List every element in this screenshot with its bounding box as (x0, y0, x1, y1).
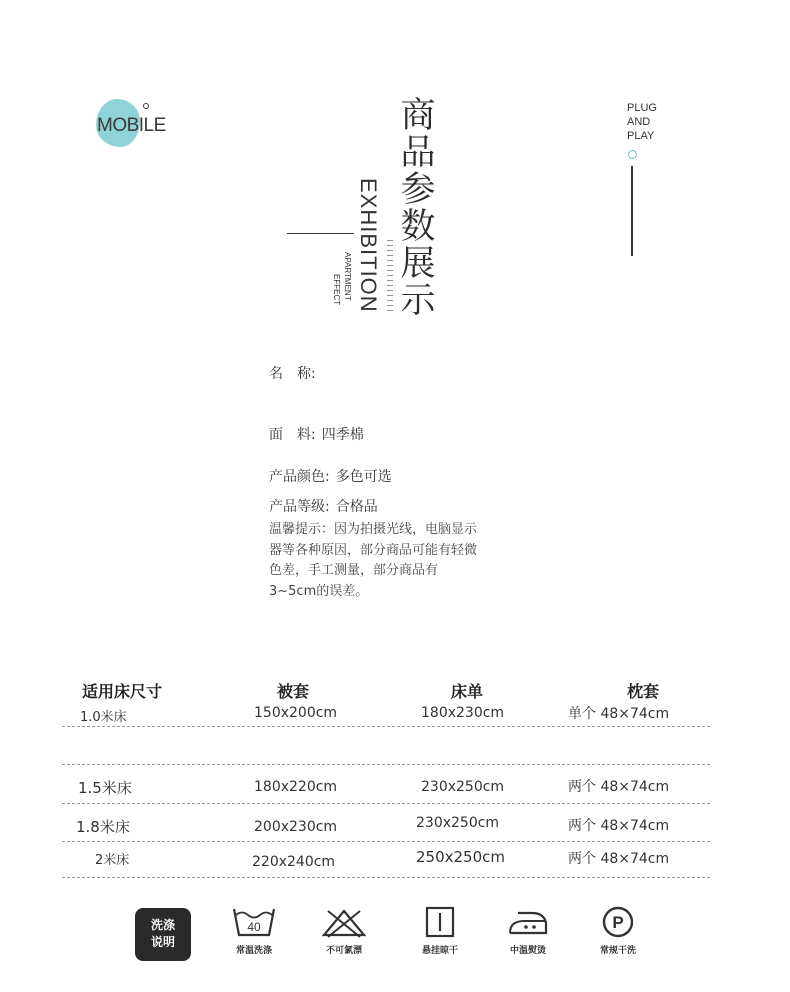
info-row-grade (269, 496, 378, 516)
brand-logo (96, 97, 186, 157)
wash-label-line: 洗涤 (150, 918, 175, 932)
ring-icon (628, 150, 637, 159)
wash-40-icon (230, 905, 278, 939)
table-cell: 1.5米床 (78, 779, 132, 797)
apartment-text: APARTMENT (343, 252, 352, 301)
row-divider (62, 877, 710, 878)
hang-dry-icon (416, 905, 464, 939)
table-cell: 两个 48×74cm (568, 779, 670, 795)
care-item-wash (226, 905, 282, 956)
iron-medium-icon (504, 905, 552, 939)
info-value: 四季棉 (321, 427, 364, 443)
page-title (396, 98, 440, 320)
dry-clean-letter: P (612, 913, 624, 932)
plug-line-1: PLUG (627, 102, 657, 114)
wash-label-line: 说明 (150, 935, 175, 949)
row-divider (62, 726, 710, 727)
care-caption: 悬挂晾干 (421, 946, 458, 956)
table-header: 适用床尺寸 (82, 682, 163, 701)
table-cell: 220x240cm (252, 854, 336, 870)
table-header: 床单 (451, 682, 484, 701)
care-item-iron (500, 905, 556, 956)
table-cell: 180x230cm (421, 705, 505, 721)
plug-line-3: PLAY (627, 130, 655, 142)
wash-temp: 40 (247, 920, 261, 934)
title-char: 示 (400, 281, 436, 321)
table-cell: 180x220cm (254, 779, 338, 795)
title-char: 展 (400, 244, 436, 284)
table-cell: 230x250cm (421, 779, 505, 795)
info-label: 名 称: (269, 366, 316, 382)
care-item-dryclean (590, 905, 646, 956)
care-caption: 常规干洗 (599, 946, 636, 956)
info-value: 合格品 (335, 499, 378, 515)
care-caption: 中温熨烫 (509, 946, 546, 956)
no-bleach-icon (320, 905, 368, 939)
table-cell: 1.8米床 (76, 818, 130, 836)
title-char: 商 (400, 96, 436, 136)
plug-line-2: AND (627, 116, 651, 128)
table-cell: 两个 48×74cm (568, 851, 670, 867)
title-char: 品 (400, 133, 436, 173)
table-header: 被套 (277, 682, 310, 701)
plug-and-play-text (627, 101, 657, 143)
dry-clean-icon (594, 905, 642, 939)
table-header: 枕套 (627, 682, 660, 701)
logo-ring-icon (143, 103, 149, 109)
care-item-bleach (316, 905, 372, 956)
row-divider (62, 764, 710, 765)
wash-instructions-label (135, 908, 191, 961)
title-char: 数 (400, 207, 436, 247)
notice-text: 温馨提示：因为拍摄光线，电脑显示器等各种原因，部分商品可能有轻微色差，手工测量，部分商品有3~5cm的误差。 (269, 522, 478, 599)
table-cell: 200x230cm (254, 819, 338, 835)
table-cell: 2米床 (95, 853, 130, 868)
logo-text: MOBILE (97, 115, 166, 136)
care-item-dry (412, 905, 468, 956)
effect-text: EFFECT (332, 274, 341, 306)
info-label: 产品等级: (269, 499, 330, 515)
title-char: 参 (400, 170, 436, 210)
exhibition-text: EXHIBITION (356, 178, 381, 313)
table-cell: 150x200cm (254, 705, 338, 721)
hatch-decoration (387, 240, 393, 312)
info-row-color (269, 466, 392, 486)
vertical-rule (631, 166, 633, 256)
care-caption: 不可氯漂 (325, 946, 362, 956)
info-row-fabric (269, 424, 364, 444)
info-row-name (269, 363, 322, 383)
table-cell: 单个 48×74cm (568, 706, 670, 722)
table-cell: 1.0米床 (80, 710, 127, 725)
divider-line (287, 233, 354, 234)
info-label: 产品颜色: (269, 469, 330, 485)
row-divider (62, 841, 710, 842)
info-label: 面 料: (269, 427, 316, 443)
care-caption: 常温洗涤 (235, 946, 272, 956)
row-divider (62, 803, 710, 804)
table-cell: 两个 48×74cm (568, 818, 670, 834)
table-cell: 230x250cm (416, 815, 500, 831)
info-value: 多色可选 (335, 469, 392, 485)
table-cell: 250x250cm (416, 848, 505, 866)
